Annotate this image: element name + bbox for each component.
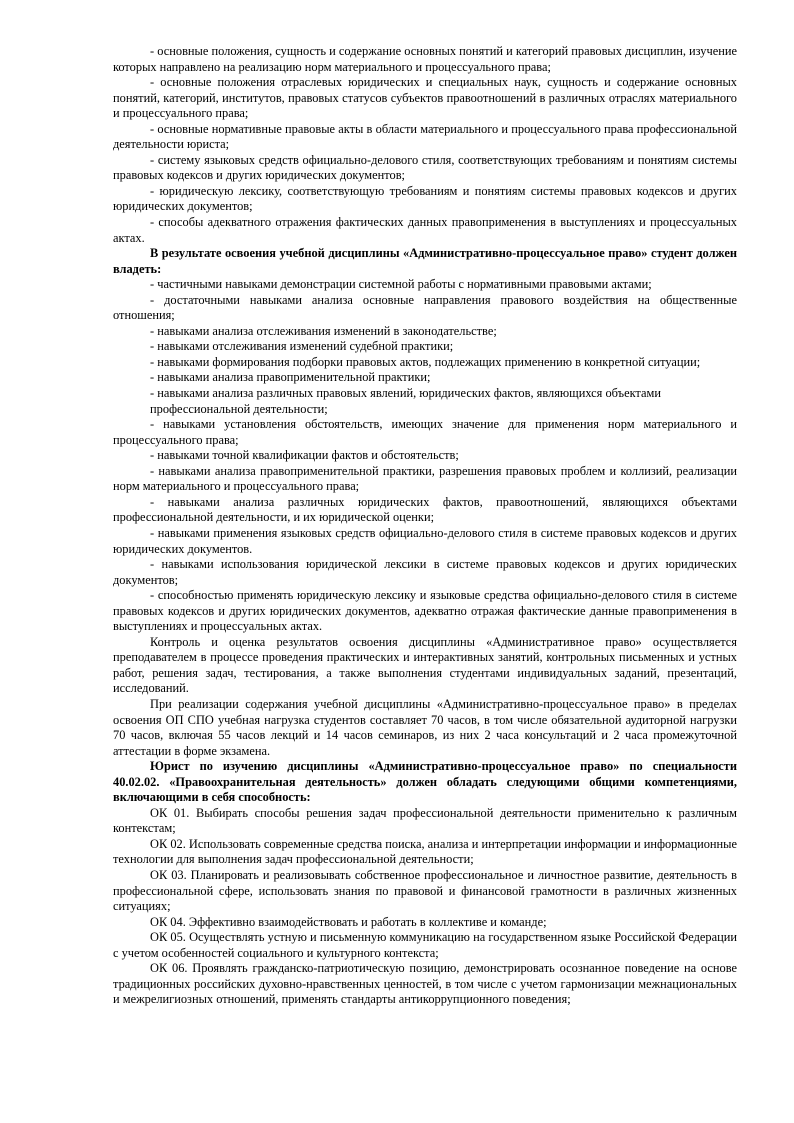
competency-item: ОК 01. Выбирать способы решения задач профессиональной деятельности применительно к различным контекстам; — [113, 805, 737, 836]
skill-item: - навыками анализа различных юридических фактов, правоотношений, являющихся объектами профессиональной деятельности, и их юридической оценки; — [113, 494, 737, 525]
skills-heading: В результате освоения учебной дисциплины «Административно-процессуальное право» студент должен владеть: — [113, 246, 737, 276]
skill-item: - достаточными навыками анализа основные направления правового воздействия на общественные отношения; — [113, 292, 737, 323]
knowledge-item: - основные положения отраслевых юридических и специальных наук, сущность и содержание основных понятий, категорий, институтов, правовых статусов субъектов правоотношений в различных отраслях материального и процессуального права; — [113, 75, 737, 121]
skill-item: - навыками формирования подборки правовых актов, подлежащих применению в конкретной ситуации; — [150, 354, 701, 369]
skill-item: - навыками использования юридической лексики в системе правовых кодексов и других юридических документов; — [113, 557, 737, 587]
skill-item: - навыками анализа правоприменительной практики, разрешения правовых проблем и коллизий, реализации норм материального и процессуального права; — [113, 463, 737, 494]
competency-item: ОК 04. Эффективно взаимодействовать и работать в коллективе и команде; — [150, 914, 547, 929]
skill-item: - навыками анализа отслеживания изменений в законодательстве; — [150, 323, 497, 338]
knowledge-item: - юридическую лексику, соответствующую требованиям и понятиям системы правовых кодексов и других юридических документов; — [113, 183, 737, 214]
skill-item: - навыками точной квалификации фактов и обстоятельств; — [150, 448, 459, 463]
competency-item: ОК 05. Осуществлять устную и письменную коммуникацию на государственном языке Российской Федерации с учетом особенностей социального и культурного контекста; — [113, 930, 737, 960]
workload-paragraph: При реализации содержания учебной дисциплины «Административно-процессуальное право» в пределах освоения ОП СПО учебная нагрузка студентов составляет 70 часов, в том числе обязательной аудиторной нагрузки 70 часов, включая 55 часов лекций и 14 часов семинаров, из них 2 часа консультаций и 2 часа промежуточной аттестации в форме экзамена. — [113, 696, 737, 758]
skill-item: - навыками применения языковых средств официально-делового стиля в системе правовых кодексов и других юридических документов. — [113, 525, 737, 556]
knowledge-item: - основные нормативные правовые акты в области материального и процессуального права профессиональной деятельности юриста; — [113, 121, 737, 152]
skill-item: - навыками анализа правоприменительной практики; — [150, 370, 431, 385]
skill-item: - навыками анализа различных правовых явлений, юридических фактов, являющихся объектами профессиональной деятельности; — [150, 386, 661, 416]
document-page — [113, 44, 737, 1008]
competencies-heading: Юрист по изучению дисциплины «Административно-процессуальное право» по специальности 40.02.02. «Правоохранительная деятельность» должен обладать следующими общими компетенциями, включающими в себя способность: — [113, 759, 737, 805]
skill-item: - навыками отслеживания изменений судебной практики; — [150, 339, 454, 354]
knowledge-item: - способы адекватного отражения фактических данных правоприменения в выступлениях и процессуальных актах. — [113, 215, 737, 245]
knowledge-item: - основные положения, сущность и содержание основных понятий и категорий правовых дисциплин, изучение которых направлено на реализацию норм материального и процессуального права; — [113, 44, 737, 74]
competency-item: ОК 03. Планировать и реализовывать собственное профессиональное и личностное развитие, деятельность в профессиональной сфере, использовать знания по правовой и финансовой грамотности в различных жизненных ситуациях; — [113, 867, 737, 914]
competency-item: ОК 02. Использовать современные средства поиска, анализа и интерпретации информации и информационные технологии для выполнения задач профессиональной деятельности; — [113, 836, 737, 867]
skill-item: - частичными навыками демонстрации системной работы с нормативными правовыми актами; — [150, 277, 652, 292]
skill-item: - способностью применять юридическую лексику и языковые средства официально-делового стиля в системе правовых кодексов и других юридических документов, адекватно отражая фактические данные правоприменения в выступлениях и процессуальных актах. — [113, 588, 737, 634]
control-paragraph: Контроль и оценка результатов освоения дисциплины «Административное право» осуществляется преподавателем в процессе проведения практических и интерактивных занятий, контрольных письменных и устных работ, решения задач, тестирования, а также выполнения студентами индивидуальных заданий, презентаций, исследований. — [113, 634, 737, 696]
skill-item: - навыками установления обстоятельств, имеющих значение для применения норм материального и процессуального права; — [113, 417, 737, 447]
competency-item: ОК 06. Проявлять гражданско-патриотическую позицию, демонстрировать осознанное поведение на основе традиционных российских духовно-нравственных ценностей, в том числе с учетом гармонизации межнациональных и межрелигиозных отношений, применять стандарты антикоррупционного поведения; — [113, 961, 737, 1007]
knowledge-item: - систему языковых средств официально-делового стиля, соответствующих требованиям и понятиям системы правовых кодексов и других юридических документов; — [113, 152, 737, 183]
